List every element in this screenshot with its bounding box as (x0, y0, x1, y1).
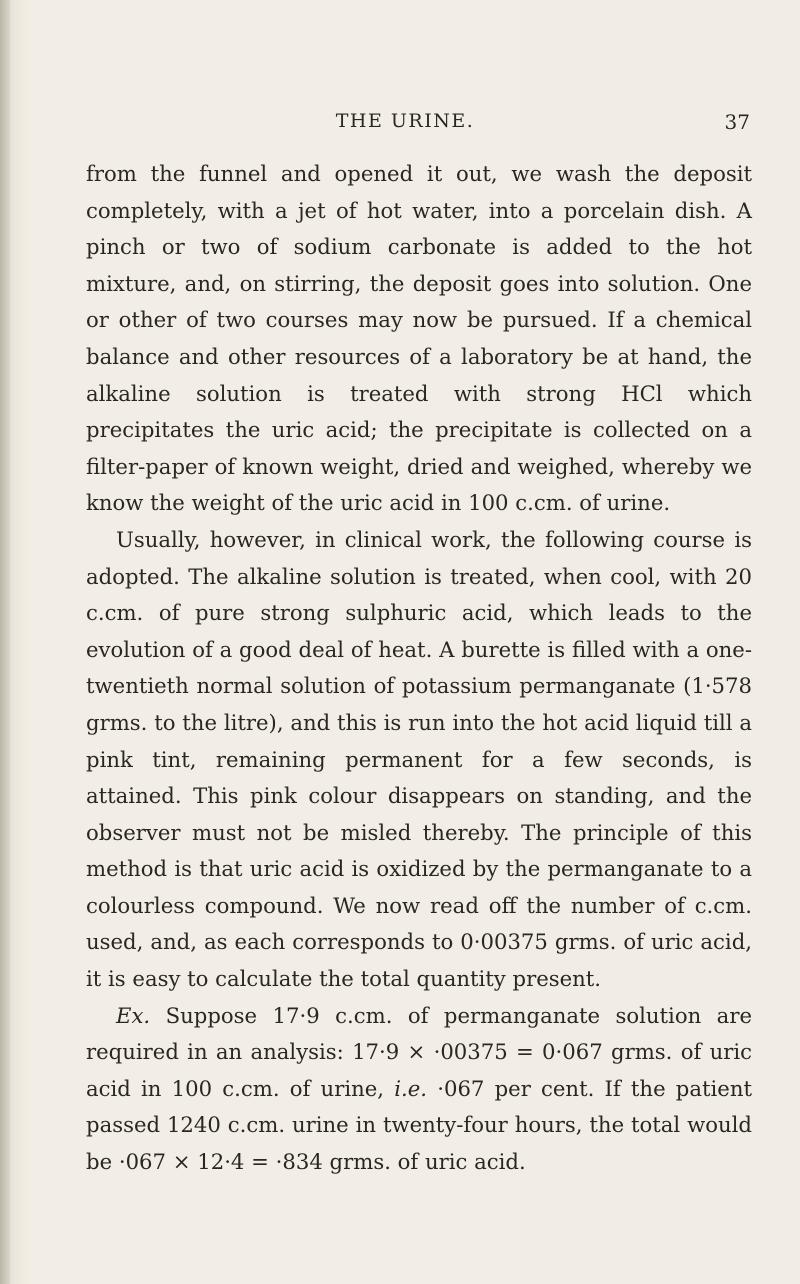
page-number: 37 (724, 110, 750, 134)
page-header (60, 104, 750, 138)
running-head: THE URINE. (335, 110, 475, 132)
paragraph-1: from the funnel and opened it out, we wash the deposit completely, with a jet of hot water, into a porcelain dish. A pinch or two of sodium carbonate is added to the hot mixture, and, on stirring, the deposit goes into solution. One or other of two courses may now be pursued. If a chemical balance and other resources of a laboratory be at hand, the alkaline solution is treated with strong HCl which precipitates the uric acid; the precipitate is collected on a filter-paper of known weight, dried and weighed, whereby we know the weight of the uric acid in 100 c.cm. of urine. (86, 161, 752, 516)
page-spine-shadow (0, 0, 10, 1284)
body-text (86, 156, 752, 1181)
example-text: Suppose 17·9 c.cm. of permanganate solution are required in an analysis: 17·9 × ·00375 = 0·067 grms. of uric acid in 100 c.cm. of urine, (86, 1002, 752, 1101)
example-text-end: ·067 per cent. If the patient passed 1240 c.cm. urine in twenty-four hours, the total would be ·067 × 12·4 = ·834 grms. of uric acid. (86, 1075, 752, 1175)
paragraph-2: Usually, however, in clinical work, the following course is adopted. The alkaline solution is treated, when cool, with 20 c.cm. of pure strong sulphuric acid, which leads to the evolution of a good deal of heat. A burette is filled with a one-twentieth normal solution of potassium permanganate (1·578 grms. to the litre), and this is run into the hot acid liquid till a pink tint, remaining permanent for a few seconds, is attained. This pink colour disappears on standing, and the observer must not be misled thereby. The principle of this method is that uric acid is oxidized by the permanganate to a colourless compound. We now read off the number of c.cm. used, and, as each corresponds to 0·00375 grms. of uric acid, it is easy to calculate the total quantity present. (86, 526, 752, 992)
paragraph-3 (86, 998, 752, 1181)
example-label: Ex. (116, 1002, 151, 1028)
ie-abbreviation: i.e. (394, 1075, 428, 1101)
